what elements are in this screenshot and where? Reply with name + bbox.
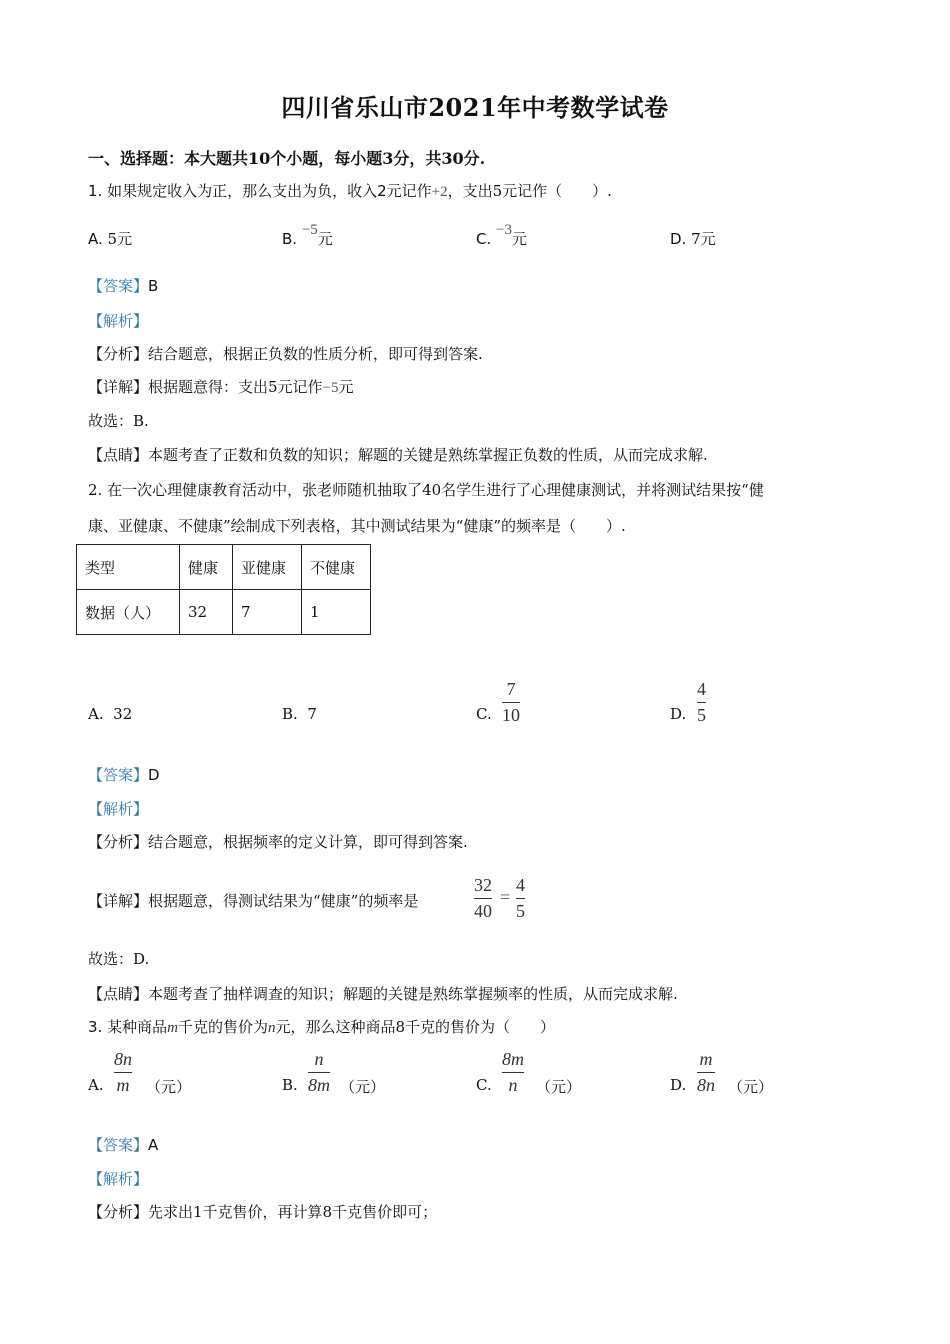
q2-xiangjie: 【详解】根据题意，得测试结果为“健康”的频率是 bbox=[88, 892, 419, 910]
q1-option-a[interactable]: A. 5元 bbox=[88, 230, 133, 248]
q1-stem: 1. 如果规定收入为正，那么支出为负，收入2元记作+2，支出5元记作（ ）. bbox=[88, 182, 612, 200]
q3-option-c-unit: （元） bbox=[536, 1078, 582, 1096]
table-cell: 亚健康 bbox=[233, 545, 302, 590]
q3-option-c-fraction: 8m n bbox=[502, 1049, 524, 1095]
q3-option-a-fraction: 8n m bbox=[114, 1049, 132, 1095]
q2-fraction-4-5: 4 5 bbox=[516, 875, 525, 921]
q1-analysis-tag: 【解析】 bbox=[88, 312, 149, 330]
table-cell: 健康 bbox=[180, 545, 233, 590]
q1-option-c[interactable]: C. −3元 bbox=[476, 222, 528, 248]
q2-analysis-tag: 【解析】 bbox=[88, 800, 149, 818]
q3-option-c-letter[interactable]: C. bbox=[476, 1076, 492, 1094]
q2-option-c-letter[interactable]: C. bbox=[476, 705, 492, 723]
q1-option-b[interactable]: B. −5元 bbox=[282, 222, 333, 248]
q3-analysis-tag: 【解析】 bbox=[88, 1170, 149, 1188]
q2-guxuan: 故选：D. bbox=[88, 950, 150, 968]
q2-equals: = bbox=[500, 887, 511, 907]
table-cell: 32 bbox=[180, 590, 233, 635]
table-row bbox=[77, 590, 371, 635]
section-heading: 一、选择题：本大题共10个小题，每小题3分，共30分. bbox=[88, 149, 486, 168]
q3-answer: 【答案】A bbox=[88, 1136, 159, 1154]
q2-option-a[interactable]: A. 32 bbox=[88, 705, 133, 723]
table-cell: 1 bbox=[302, 590, 371, 635]
q2-option-d-letter[interactable]: D. bbox=[670, 705, 687, 723]
q3-option-a-unit: （元） bbox=[146, 1078, 192, 1096]
q3-option-d-letter[interactable]: D. bbox=[670, 1076, 687, 1094]
q1-fenxi: 【分析】结合题意，根据正负数的性质分析，即可得到答案. bbox=[88, 345, 483, 363]
q3-option-a-letter[interactable]: A. bbox=[88, 1076, 104, 1094]
q2-option-b[interactable]: B. 7 bbox=[282, 705, 317, 723]
q1-xiangjie: 【详解】根据题意得：支出5元记作−5元 bbox=[88, 378, 354, 396]
table-cell: 不健康 bbox=[302, 545, 371, 590]
table-row bbox=[77, 545, 371, 590]
q1-answer: 【答案】B bbox=[88, 277, 159, 295]
q3-option-b-letter[interactable]: B. bbox=[282, 1076, 298, 1094]
q2-stem-line1: 2. 在一次心理健康教育活动中，张老师随机抽取了40名学生进行了心理健康测试，并将测试结果按“健 bbox=[88, 481, 764, 499]
q2-stem-line2: 康、亚健康、不健康”绘制成下列表格，其中测试结果为“健康”的频率是（ ）. bbox=[88, 517, 626, 535]
q2-table bbox=[76, 544, 371, 635]
table-cell: 类型 bbox=[77, 545, 180, 590]
q3-option-b-fraction: n 8m bbox=[308, 1049, 330, 1095]
q2-answer: 【答案】D bbox=[88, 766, 160, 784]
q2-option-c-fraction: 7 10 bbox=[502, 679, 520, 725]
q3-stem: 3. 某种商品m千克的售价为n元，那么这种商品8千克的售价为（ ） bbox=[88, 1018, 555, 1036]
q1-guxuan: 故选：B. bbox=[88, 412, 149, 430]
q3-fenxi: 【分析】先求出1千克售价，再计算8千克售价即可； bbox=[88, 1203, 438, 1221]
q1-dianjing: 【点睛】本题考查了正数和负数的知识；解题的关键是熟练掌握正负数的性质，从而完成求解. bbox=[88, 446, 708, 464]
q3-option-d-unit: （元） bbox=[728, 1078, 774, 1096]
q2-fenxi: 【分析】结合题意，根据频率的定义计算，即可得到答案. bbox=[88, 833, 468, 851]
q3-option-d-fraction: m 8n bbox=[697, 1049, 715, 1095]
q2-dianjing: 【点睛】本题考查了抽样调查的知识；解题的关键是熟练掌握频率的性质，从而完成求解. bbox=[88, 985, 678, 1003]
q2-fraction-32-40: 32 40 bbox=[474, 875, 492, 921]
table-cell: 7 bbox=[233, 590, 302, 635]
q3-option-b-unit: （元） bbox=[340, 1078, 386, 1096]
q2-option-d-fraction: 4 5 bbox=[697, 679, 706, 725]
q1-option-d[interactable]: D. 7元 bbox=[670, 230, 716, 248]
table-cell: 数据（人） bbox=[77, 590, 180, 635]
page-title: 四川省乐山市2021年中考数学试卷 bbox=[281, 93, 669, 122]
